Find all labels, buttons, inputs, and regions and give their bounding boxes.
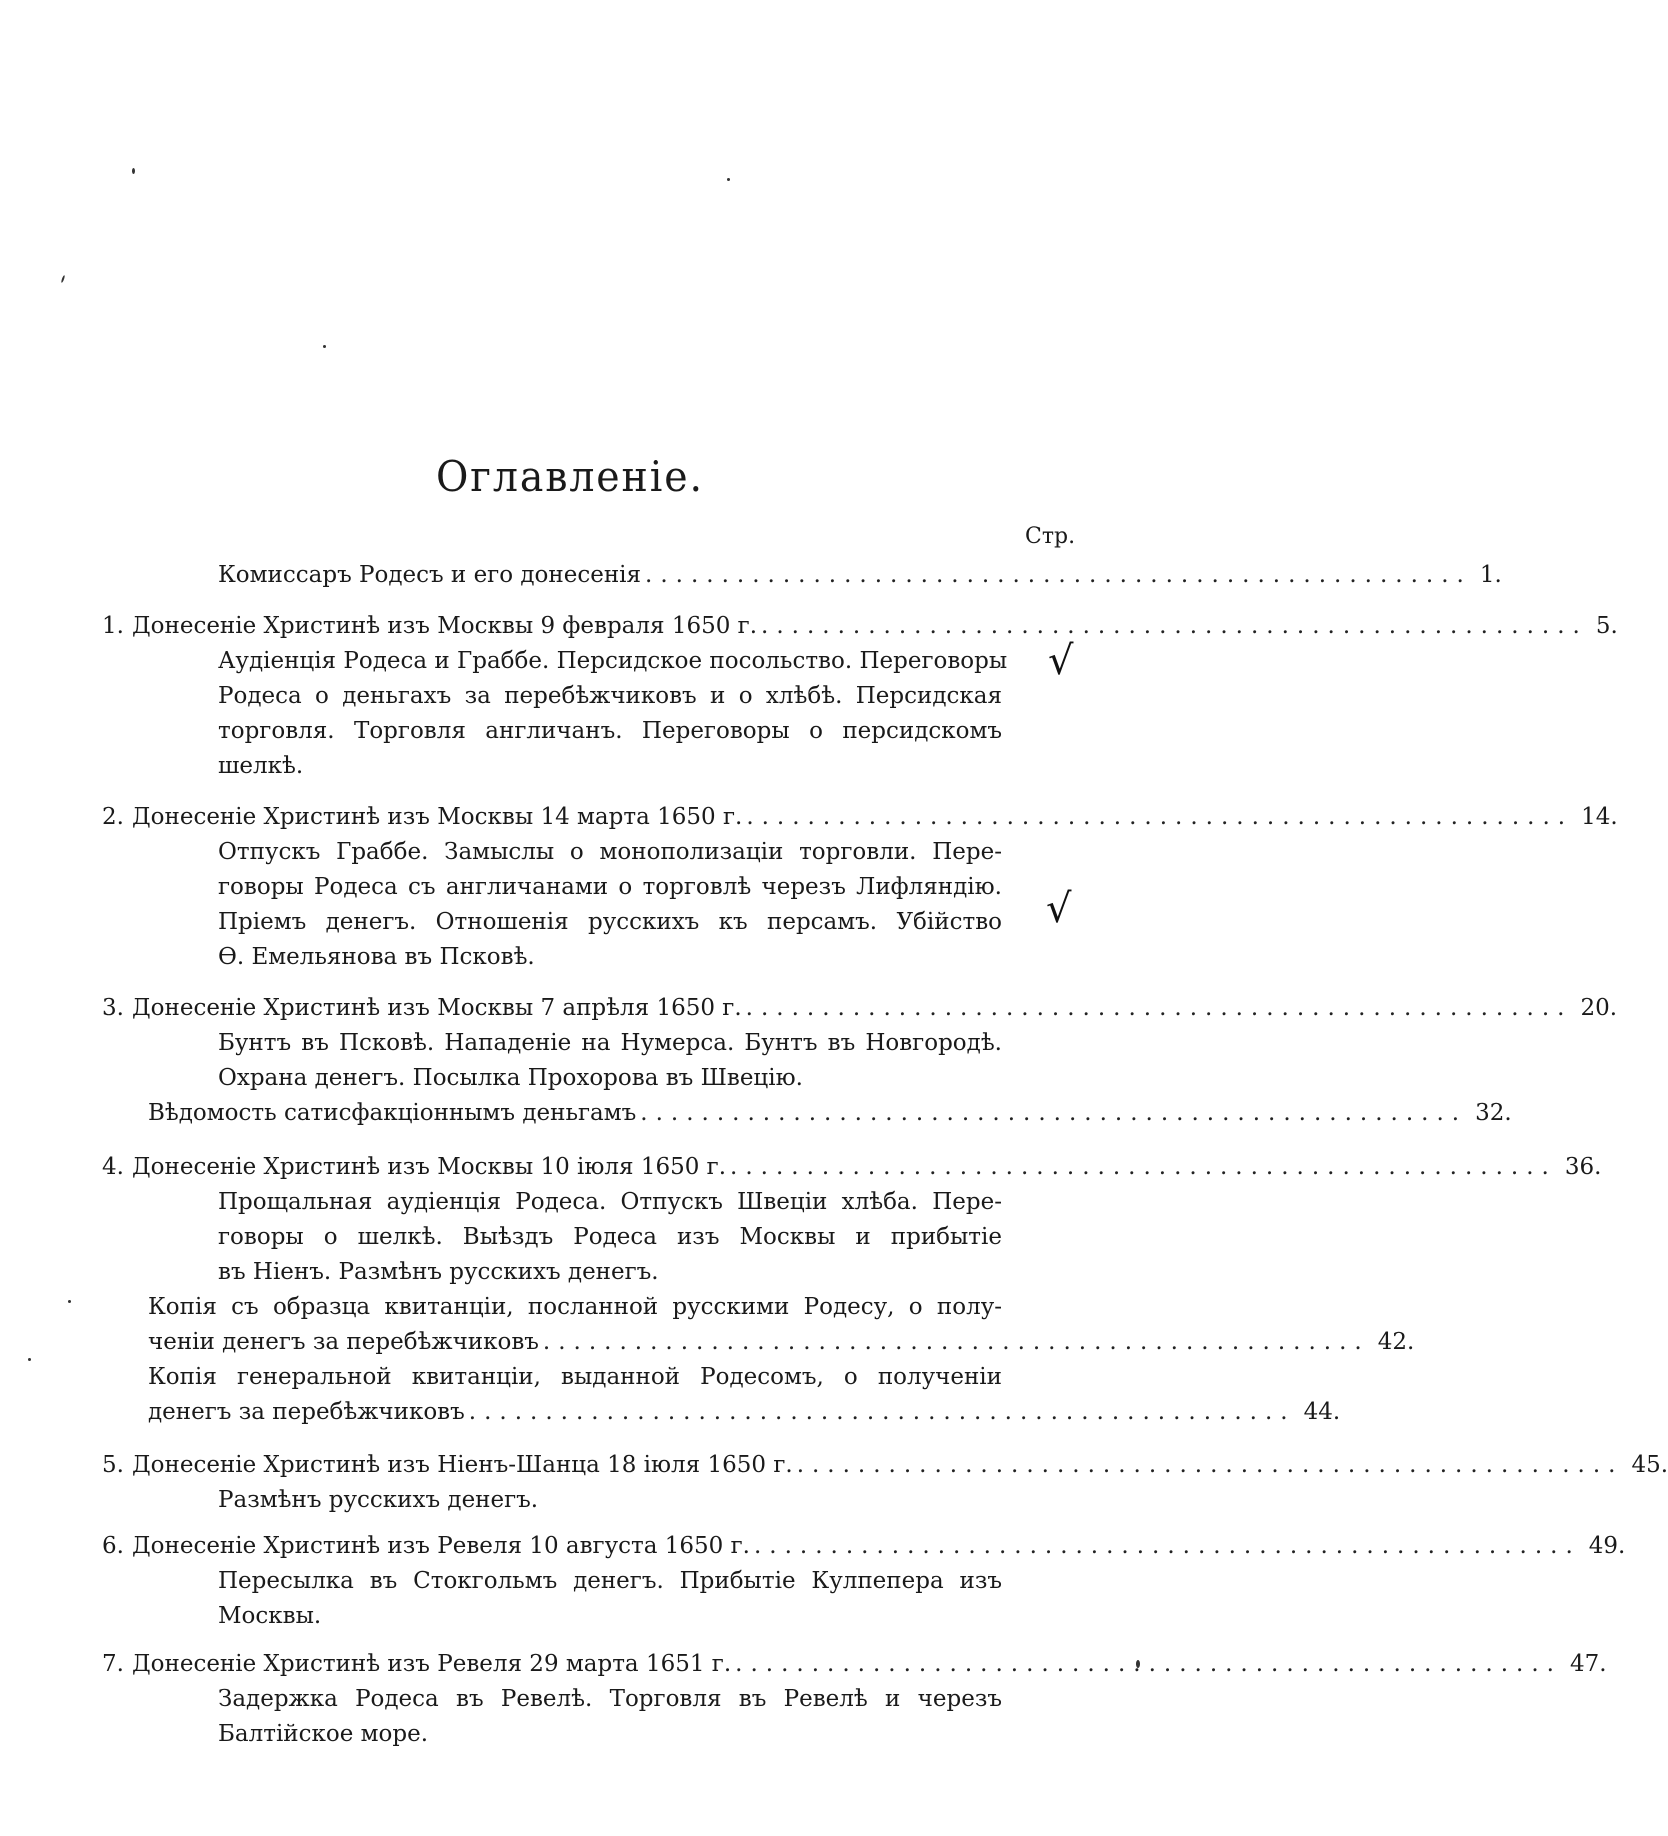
leader-dots: ...................................................... — [468, 1399, 1296, 1425]
toc-entry-3[interactable] — [102, 991, 1618, 1025]
entry-summary-line: Москвы. — [218, 1603, 322, 1629]
entry-summary-line: Пересылка въ Стокгольмъ денегъ. Прибытіе Кулпепера изъ — [218, 1568, 1002, 1594]
entry-number: 1. — [102, 613, 124, 639]
copy-text-line: Копія генеральной квитанціи, выданной Родесомъ, о полученіи — [148, 1364, 1002, 1390]
subentry-text: ченіи денегъ за перебѣжчиковъ — [148, 1329, 539, 1355]
entry-summary-line: Аудіенція Родеса и Граббе. Персидское посольство. Переговоры — [218, 648, 1008, 674]
entry-summary-line: Родеса о деньгахъ за перебѣжчиковъ и о хлѣбѣ. Персидская — [218, 683, 1002, 709]
leader-dots: ...................................................... — [542, 1329, 1370, 1355]
page-speck — [28, 1358, 31, 1361]
toc-entry-7[interactable] — [102, 1647, 1607, 1681]
entry-summary-line: Охрана денегъ. Посылка Прохорова въ Швецію. — [218, 1065, 803, 1091]
subentry-text: денегъ за перебѣжчиковъ — [148, 1399, 465, 1425]
toc-subentry[interactable] — [148, 1395, 1341, 1429]
page-column-header: Стр. — [1025, 524, 1076, 549]
entry-summary-line: Прощальная аудіенція Родеса. Отпускъ Швеціи хлѣба. Пере- — [218, 1189, 1002, 1215]
entry-summary-line: Размѣнъ русскихъ денегъ. — [218, 1487, 539, 1513]
entry-page: 49. — [1588, 1533, 1626, 1559]
leader-dots: ...................................................... — [745, 995, 1573, 1021]
toc-intro-text: Комиссаръ Родесъ и его донесенія — [218, 562, 642, 588]
entry-summary-line: Пріемъ денегъ. Отношенія русскихъ къ персамъ. Убійство — [218, 909, 1002, 935]
entry-heading: Донесеніе Христинѣ изъ Москвы 9 февраля 1650 г. — [131, 613, 758, 639]
entry-number: 7. — [102, 1651, 124, 1677]
leader-dots: ...................................................... — [640, 1100, 1468, 1126]
leader-dots: ...................................................... — [746, 804, 1574, 830]
subentry-text: Вѣдомость сатисфакціоннымъ деньгамъ — [148, 1100, 637, 1126]
entry-summary-line: Балтійское море. — [218, 1721, 429, 1747]
toc-entry-4[interactable] — [102, 1150, 1602, 1184]
page-speck — [727, 178, 730, 181]
toc-intro[interactable] — [218, 558, 1502, 592]
entry-summary-line: Бунтъ въ Псковѣ. Нападеніе на Нумерса. Бунтъ въ Новгородѣ. — [218, 1030, 1002, 1056]
toc-subentry[interactable] — [148, 1096, 1512, 1130]
entry-page: 45. — [1631, 1452, 1668, 1478]
toc-entry-5[interactable] — [102, 1448, 1668, 1482]
entry-summary-line: говоры Родеса съ англичанами о торговлѣ черезъ Лифляндію. — [218, 874, 1002, 900]
entry-number: 3. — [102, 995, 124, 1021]
checkmark-icon: √ — [1048, 638, 1074, 684]
page-title: Оглавленіе. — [436, 452, 704, 501]
entry-summary-line: Ѳ. Емельянова въ Псковѣ. — [218, 944, 535, 970]
entry-heading: Донесеніе Христинѣ изъ Ніенъ-Шанца 18 іюля 1650 г. — [131, 1452, 793, 1478]
leader-dots: ...................................................... — [753, 1533, 1581, 1559]
copy-text-line: Копія съ образца квитанціи, посланной русскими Родесу, о полу- — [148, 1294, 1002, 1320]
subentry-page: 32. — [1475, 1100, 1512, 1126]
entry-page: 14. — [1581, 804, 1618, 830]
entry-number: 2. — [102, 804, 124, 830]
entry-number: 5. — [102, 1452, 124, 1478]
leader-dots: ...................................................... — [796, 1452, 1624, 1478]
entry-heading: Донесеніе Христинѣ изъ Ревеля 29 марта 1651 г. — [131, 1651, 732, 1677]
page-speck — [68, 1300, 71, 1303]
entry-summary-line: Отпускъ Граббе. Замыслы о монополизаціи торговли. Пере- — [218, 839, 1002, 865]
leader-dots: ...................................................... — [730, 1154, 1557, 1180]
entry-heading: Донесеніе Христинѣ изъ Москвы 7 апрѣля 1650 г. — [131, 995, 742, 1021]
entry-page: 20. — [1580, 995, 1618, 1021]
subentry-page: 42. — [1377, 1329, 1415, 1355]
leader-dots: ...................................................... — [645, 562, 1472, 588]
checkmark-icon: √ — [1046, 886, 1072, 932]
entry-page: 47. — [1569, 1651, 1607, 1677]
toc-entry-2[interactable] — [102, 800, 1618, 834]
entry-number: 4. — [102, 1154, 124, 1180]
entry-number: 6. — [102, 1533, 124, 1559]
entry-heading: Донесеніе Христинѣ изъ Москвы 10 іюля 1650 г. — [131, 1154, 727, 1180]
entry-summary-line: въ Ніенъ. Размѣнъ русскихъ денегъ. — [218, 1259, 659, 1285]
toc-entry-6[interactable] — [102, 1529, 1626, 1563]
page-speck — [61, 275, 66, 283]
entry-summary-line: торговля. Торговля англичанъ. Переговоры о персидскомъ — [218, 718, 1002, 744]
leader-dots: ...................................................... — [761, 613, 1588, 639]
entry-heading: Донесеніе Христинѣ изъ Ревеля 10 августа 1650 г. — [131, 1533, 750, 1559]
entry-heading: Донесеніе Христинѣ изъ Москвы 14 марта 1650 г. — [131, 804, 743, 830]
entry-page: 36. — [1564, 1154, 1602, 1180]
toc-entry-1[interactable] — [102, 609, 1618, 643]
leader-dots: ...................................................... — [735, 1651, 1562, 1677]
page-speck — [323, 345, 326, 348]
entry-summary-line: шелкѣ. — [218, 753, 304, 779]
page-speck — [132, 168, 135, 174]
entry-page: 5. — [1595, 613, 1618, 639]
toc-intro-page: 1. — [1479, 562, 1502, 588]
entry-summary-line: говоры о шелкѣ. Выѣздъ Родеса изъ Москвы и прибытіе — [218, 1224, 1002, 1250]
toc-subentry[interactable] — [148, 1325, 1415, 1359]
subentry-page: 44. — [1303, 1399, 1341, 1425]
entry-summary-line: Задержка Родеса въ Ревелѣ. Торговля въ Ревелѣ и черезъ — [218, 1686, 1002, 1712]
